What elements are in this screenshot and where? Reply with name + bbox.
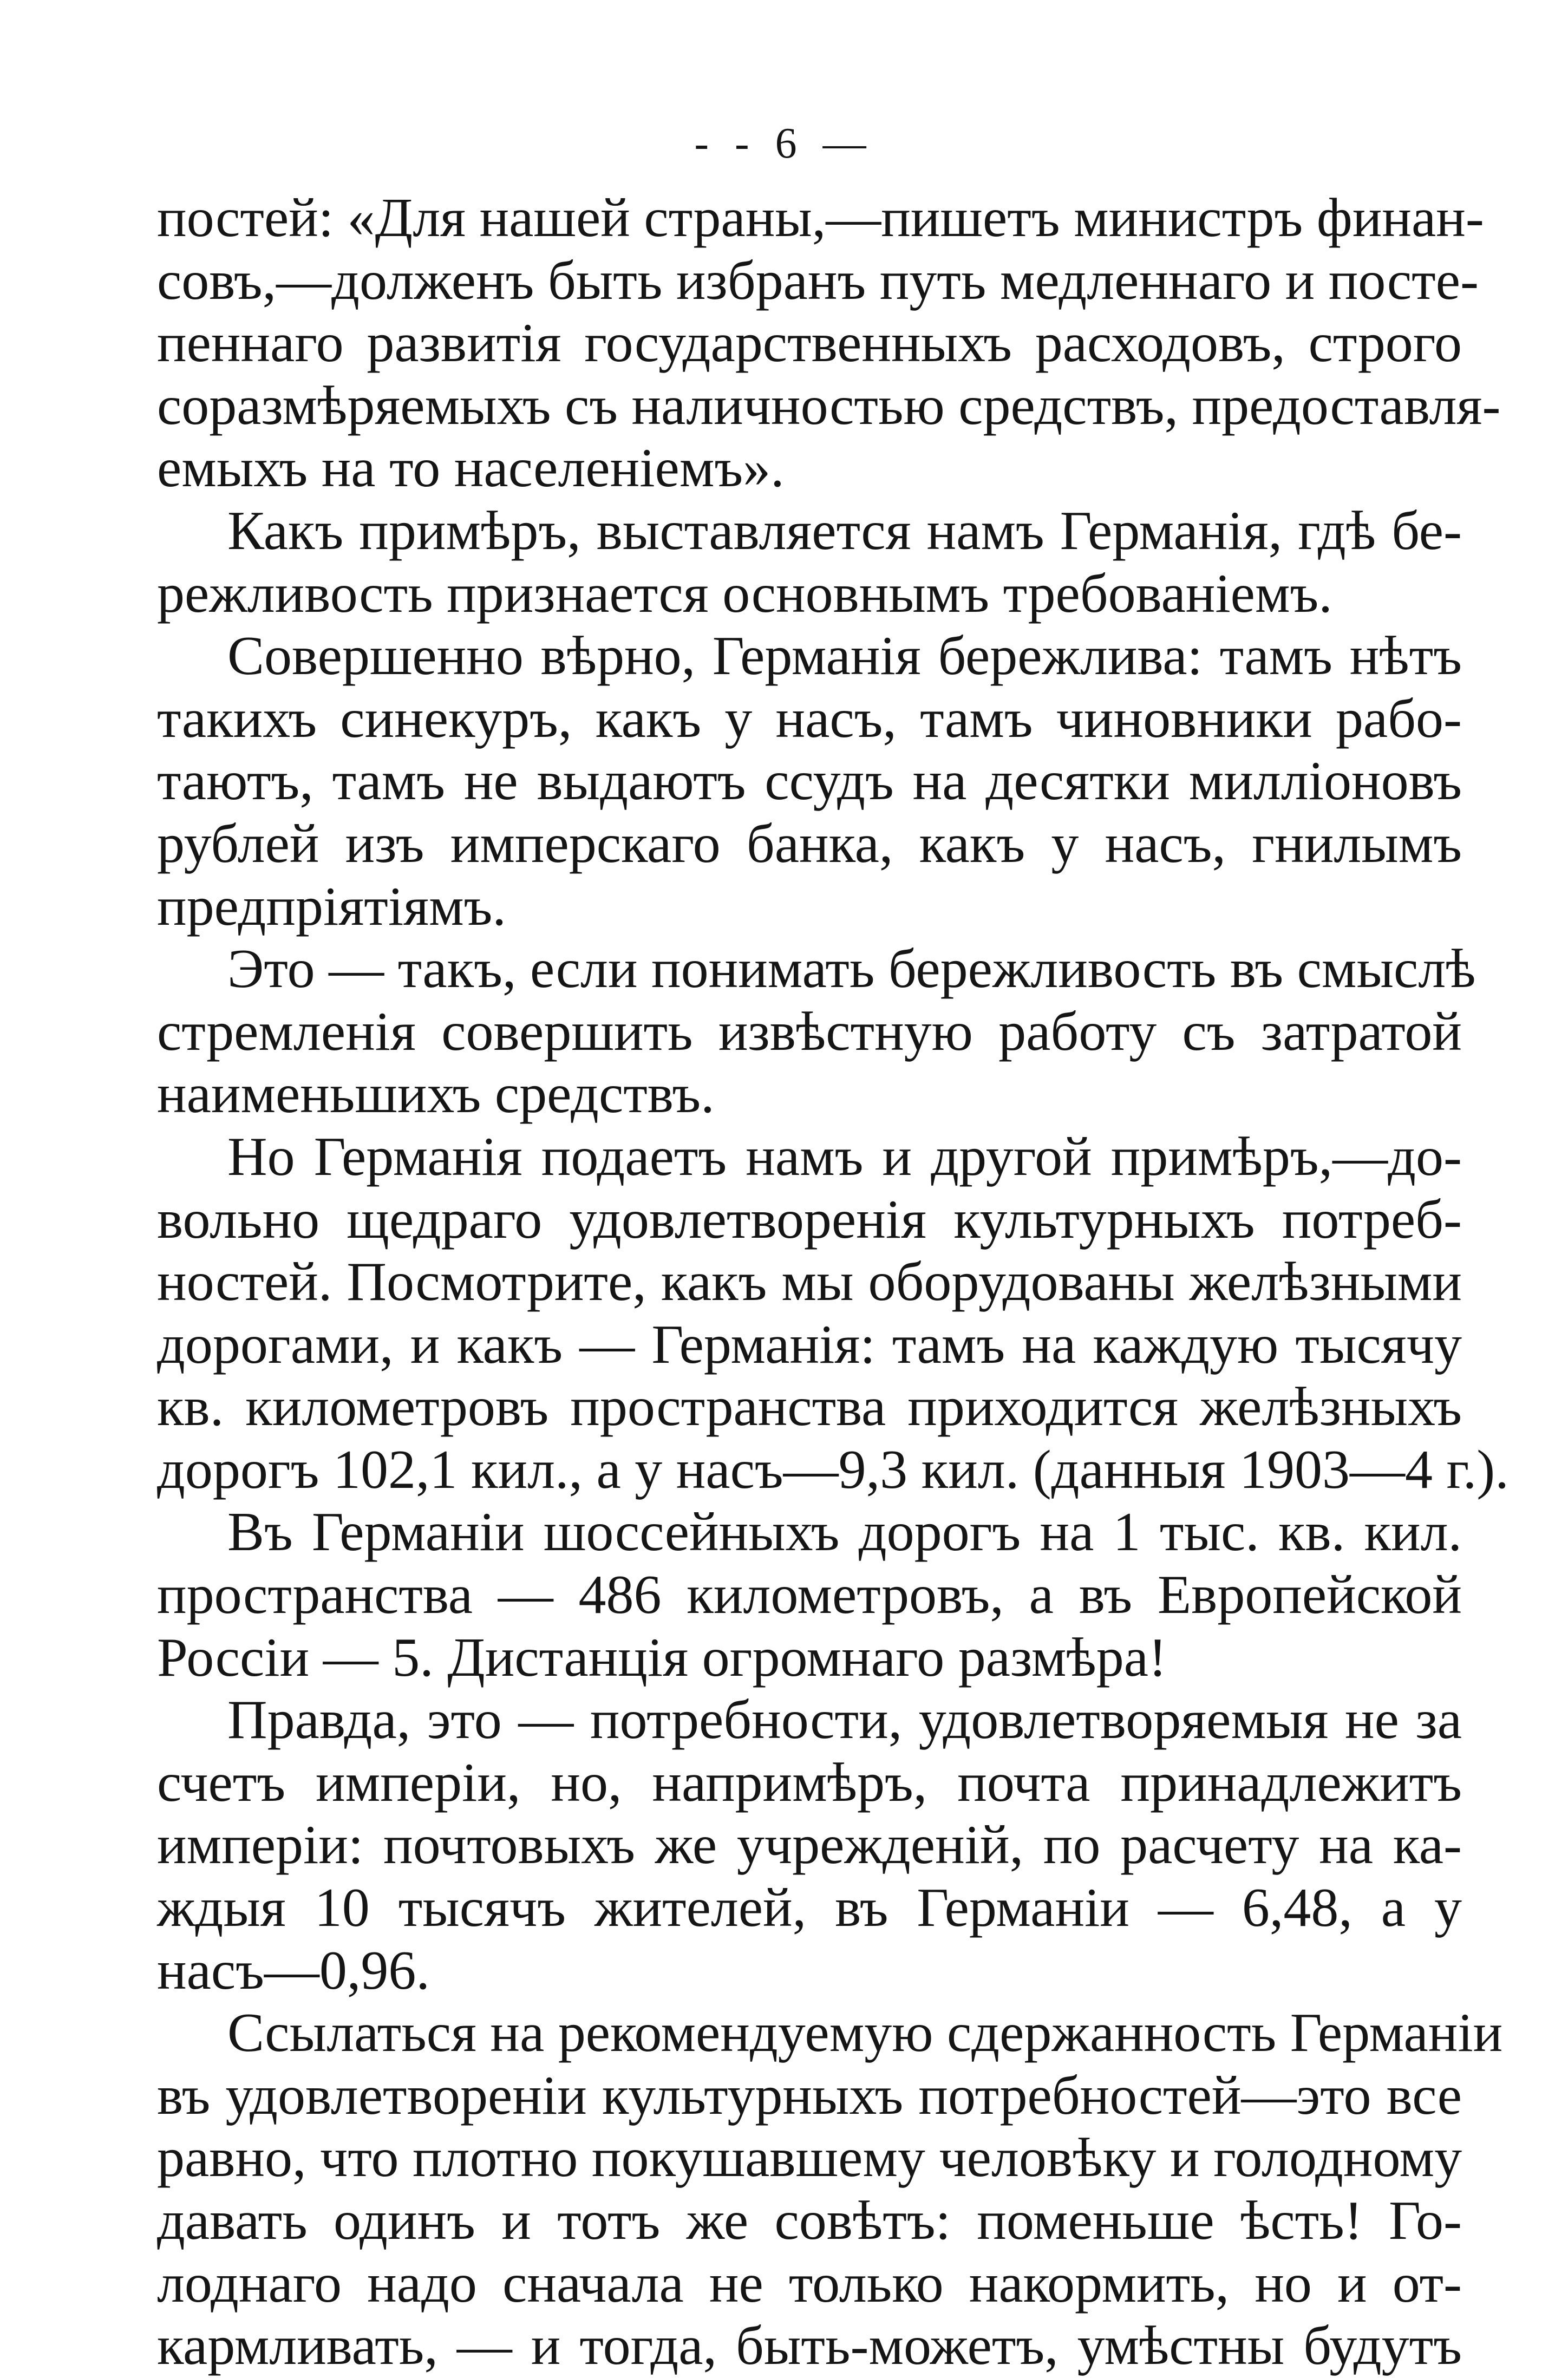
text-line: ностей. Посмотрите, какъ мы оборудованы желѣзными xyxy=(157,1251,1462,1313)
text-line: кармливать, — и тогда, быть-можетъ, умѣстны будутъ xyxy=(157,2315,1462,2377)
text-line: Въ Германіи шоссейныхъ дорогъ на 1 тыс. кв. кил. xyxy=(227,1501,1462,1563)
paragraph-7 xyxy=(157,1689,1462,2002)
text-line: счетъ имперіи, но, напримѣръ, почта принадлежитъ xyxy=(157,1752,1462,1813)
text-line: Ссылаться на рекомендуемую сдержанность Германіи xyxy=(227,2002,1503,2064)
text-line: лоднаго надо сначала не только накормить, но и от- xyxy=(157,2252,1462,2314)
text-line: емыхъ на то населеніемъ». xyxy=(157,437,785,499)
text-line: пространства — 486 километровъ, а въ Европейской xyxy=(157,1564,1462,1626)
text-line: насъ—0,96. xyxy=(157,1939,430,2001)
text-line: предпріятіямъ. xyxy=(157,876,506,937)
page-number: - - 6 — xyxy=(694,120,874,167)
text-line: ждыя 10 тысячъ жителей, въ Германіи — 6,48, а у xyxy=(157,1877,1462,1939)
paragraph-3 xyxy=(157,625,1462,938)
text-line: имперіи: почтовыхъ же учрежденій, по расчету на ка- xyxy=(157,1814,1462,1876)
text-line: дорогами, и какъ — Германія: тамъ на каждую тысячу xyxy=(157,1314,1462,1375)
text-line: вольно щедраго удовлетворенія культурныхъ потреб- xyxy=(157,1188,1462,1250)
text-line: рублей изъ имперскаго банка, какъ у насъ, гнилымъ xyxy=(157,813,1462,874)
text-line: давать одинъ и тотъ же совѣтъ: поменьше ѣсть! Го- xyxy=(157,2190,1462,2251)
text-line: совъ,—долженъ быть избранъ путь медленнаго и посте- xyxy=(157,250,1479,311)
text-line: режливость признается основнымъ требованіемъ. xyxy=(157,563,1332,624)
text-line: таютъ, тамъ не выдаютъ ссудъ на десятки милліоновъ xyxy=(157,750,1462,812)
text-line: Какъ примѣръ, выставляется намъ Германія, гдѣ бе- xyxy=(227,500,1462,561)
text-line: Россіи — 5. Дистанція огромнаго размѣра! xyxy=(157,1626,1167,1688)
text-line: пеннаго развитія государственныхъ расходовъ, строго xyxy=(157,312,1462,374)
paragraph-8 xyxy=(157,2002,1503,2377)
text-line: дорогъ 102,1 кил., а у насъ—9,3 кил. (данныя 1903—4 г.). xyxy=(157,1439,1509,1500)
paragraph-6 xyxy=(157,1501,1462,1689)
text-line: равно, что плотно покушавшему человѣку и голодному xyxy=(157,2127,1462,2189)
text-line: такихъ синекуръ, какъ у насъ, тамъ чиновники рабо- xyxy=(157,688,1462,749)
text-line: Совершенно вѣрно, Германія бережлива: тамъ нѣтъ xyxy=(227,625,1462,687)
paragraph-5 xyxy=(157,1126,1509,1501)
text-line: постей: «Для нашей страны,—пишетъ министръ финан- xyxy=(157,187,1484,249)
text-line: Это — такъ, если понимать бережливость въ смыслѣ xyxy=(227,938,1476,1000)
paragraph-1 xyxy=(157,187,1501,500)
text-line: соразмѣряемыхъ съ наличностью средствъ, предоставля- xyxy=(157,375,1501,436)
body-text xyxy=(157,187,1509,2377)
text-line: стремленія совершить извѣстную работу съ затратой xyxy=(157,1001,1462,1062)
text-line: кв. километровъ пространства приходится желѣзныхъ xyxy=(157,1376,1462,1438)
paragraph-4 xyxy=(157,938,1476,1126)
text-line: наименьшихъ средствъ. xyxy=(157,1063,715,1125)
paragraph-2 xyxy=(157,500,1462,625)
text-line: въ удовлетвореніи культурныхъ потребностей—это все xyxy=(157,2065,1462,2126)
text-line: Правда, это — потребности, удовлетворяемыя не за xyxy=(227,1689,1462,1751)
text-line: Но Германія подаетъ намъ и другой примѣръ,—до- xyxy=(227,1126,1462,1187)
